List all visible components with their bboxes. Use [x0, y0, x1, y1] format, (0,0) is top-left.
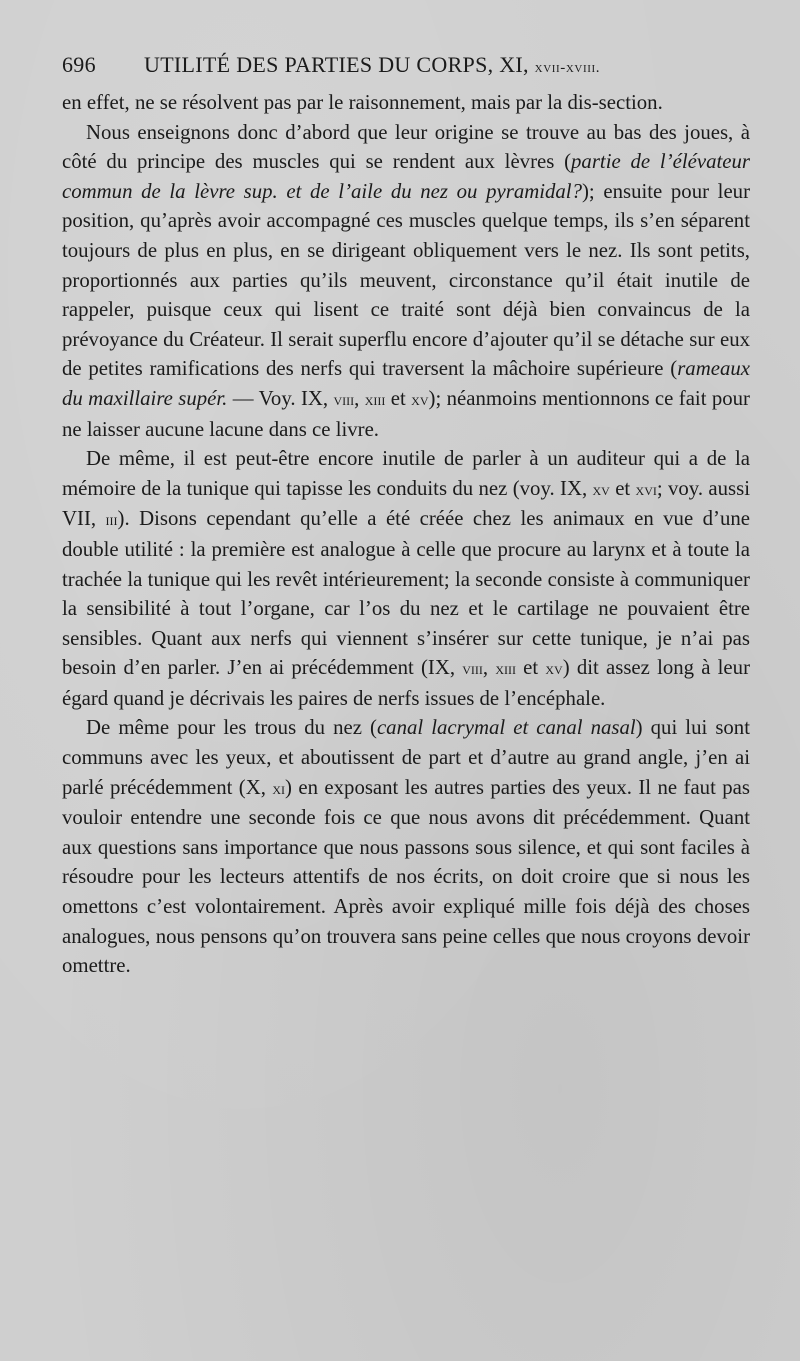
roman-numeral: xi — [272, 777, 286, 798]
paragraph — [62, 118, 750, 445]
roman-numeral: xvi — [635, 478, 657, 499]
text-segment: ) en exposant les autres parties des yeux. Il ne faut pas vouloir entendre une seconde fois ce que nous avons dit précédemment. Quant aux questions sans importance que nous passons sous silence, et qui sont faciles à résoudre pour les lecteurs attentifs de nos écrits, on doit croire que si nous les omettons c’est volontairement. Après avoir expliqué mille fois déjà des choses analogues, nous pensons qu’on trouvera sans peine celles que nous croyons devoir omettre. — [62, 775, 750, 978]
text-segment: De même, il est peut-être encore inutile de parler à un auditeur qui a de la mémoire de la tunique qui tapisse les conduits du nez (voy. IX, — [62, 447, 750, 500]
text-segment: De même pour les trous du nez ( — [86, 716, 377, 740]
italic-segment: canal lacrymal et canal nasal — [376, 716, 636, 740]
text-segment: Nous enseignons donc d’abord que leur origine se trouve au bas des joues, à côté du principe des muscles qui se rendent aux lèvres ( — [62, 120, 750, 174]
italic-segment: rameaux du maxillaire supér. — [62, 357, 750, 410]
text-segment: ); ensuite pour leur position, qu’après avoir accompagné ces muscles quelque temps, ils s’en séparent toujours de plus en plus, en se dirigeant obliquement vers le nez. Ils sont petits, proportionnés aux parties qu’ils meuvent, circonstance qu’il était inutile de rappeler, puisque ceux qui lisent ce traité sont déjà bien convaincus de la prévoyance du Créateur. Il serait superflu encore d’ajouter qu’il se détache sur eux de petites ramifications des nerfs qui traversent la mâchoire supérieure ( — [62, 179, 751, 381]
running-title — [144, 52, 600, 78]
text-segment: ; voy. aussi VII, — [62, 476, 750, 531]
text-segment: , — [482, 656, 496, 680]
text-segment: en effet, ne se résolvent pas par le raisonnement, mais par la dis-section. — [62, 91, 663, 114]
paragraph — [62, 88, 750, 118]
paragraph — [62, 444, 750, 713]
text-segment: , — [354, 386, 365, 410]
text-segment: ) dit assez long à leur égard quand je décrivais les paires de nerfs issues de l’encéphale. — [62, 656, 750, 710]
chapter-range: xvii-xviii. — [534, 60, 601, 76]
text-segment: et — [385, 386, 412, 410]
page-number: 696 — [62, 52, 96, 77]
italic-segment: partie de l’élévateur commun de la lèvre sup. et de l’aile du nez ou pyramidal? — [62, 150, 750, 203]
roman-numeral: xv — [411, 388, 429, 409]
roman-numeral: xiii — [364, 388, 386, 409]
text-segment: et — [515, 656, 546, 680]
text-segment: ); néanmoins mentionnons ce fait pour ne laisser aucune lacune dans ce livre. — [62, 386, 750, 441]
paragraph — [62, 713, 750, 980]
running-title-text: UTILITÉ DES PARTIES DU CORPS, XI, — [144, 52, 529, 77]
text-segment: et — [609, 476, 636, 500]
text-segment: ). Disons cependant qu’elle a été créée chez les animaux en vue d’une double utilité : la première est analogue à celle que procure au larynx et à toute la trachée la tunique qui les revêt intérieurement; la seconde consiste à communiquer la sensibilité à tout l’organe, car l’os du nez et le cartilage ne pouvaient être sensibles. Quant aux nerfs qui viennent s’insérer sur cette tunique, je n’ai pas besoin d’en parler. J’en ai précédemment (IX, — [62, 507, 750, 680]
roman-numeral: viii — [333, 388, 355, 409]
text-segment: ) qui lui sont communs avec les yeux, et aboutissent de part et d’autre au grand angle, j’en ai parlé précédemment (X, — [62, 716, 750, 799]
roman-numeral: xiii — [495, 658, 516, 679]
text-segment: — Voy. IX, — [227, 386, 334, 410]
running-header — [62, 52, 752, 84]
roman-numeral: xv — [545, 658, 563, 679]
roman-numeral: iii — [105, 509, 118, 530]
roman-numeral: xv — [592, 478, 610, 499]
page-body — [62, 88, 750, 981]
roman-numeral: viii — [462, 658, 483, 679]
